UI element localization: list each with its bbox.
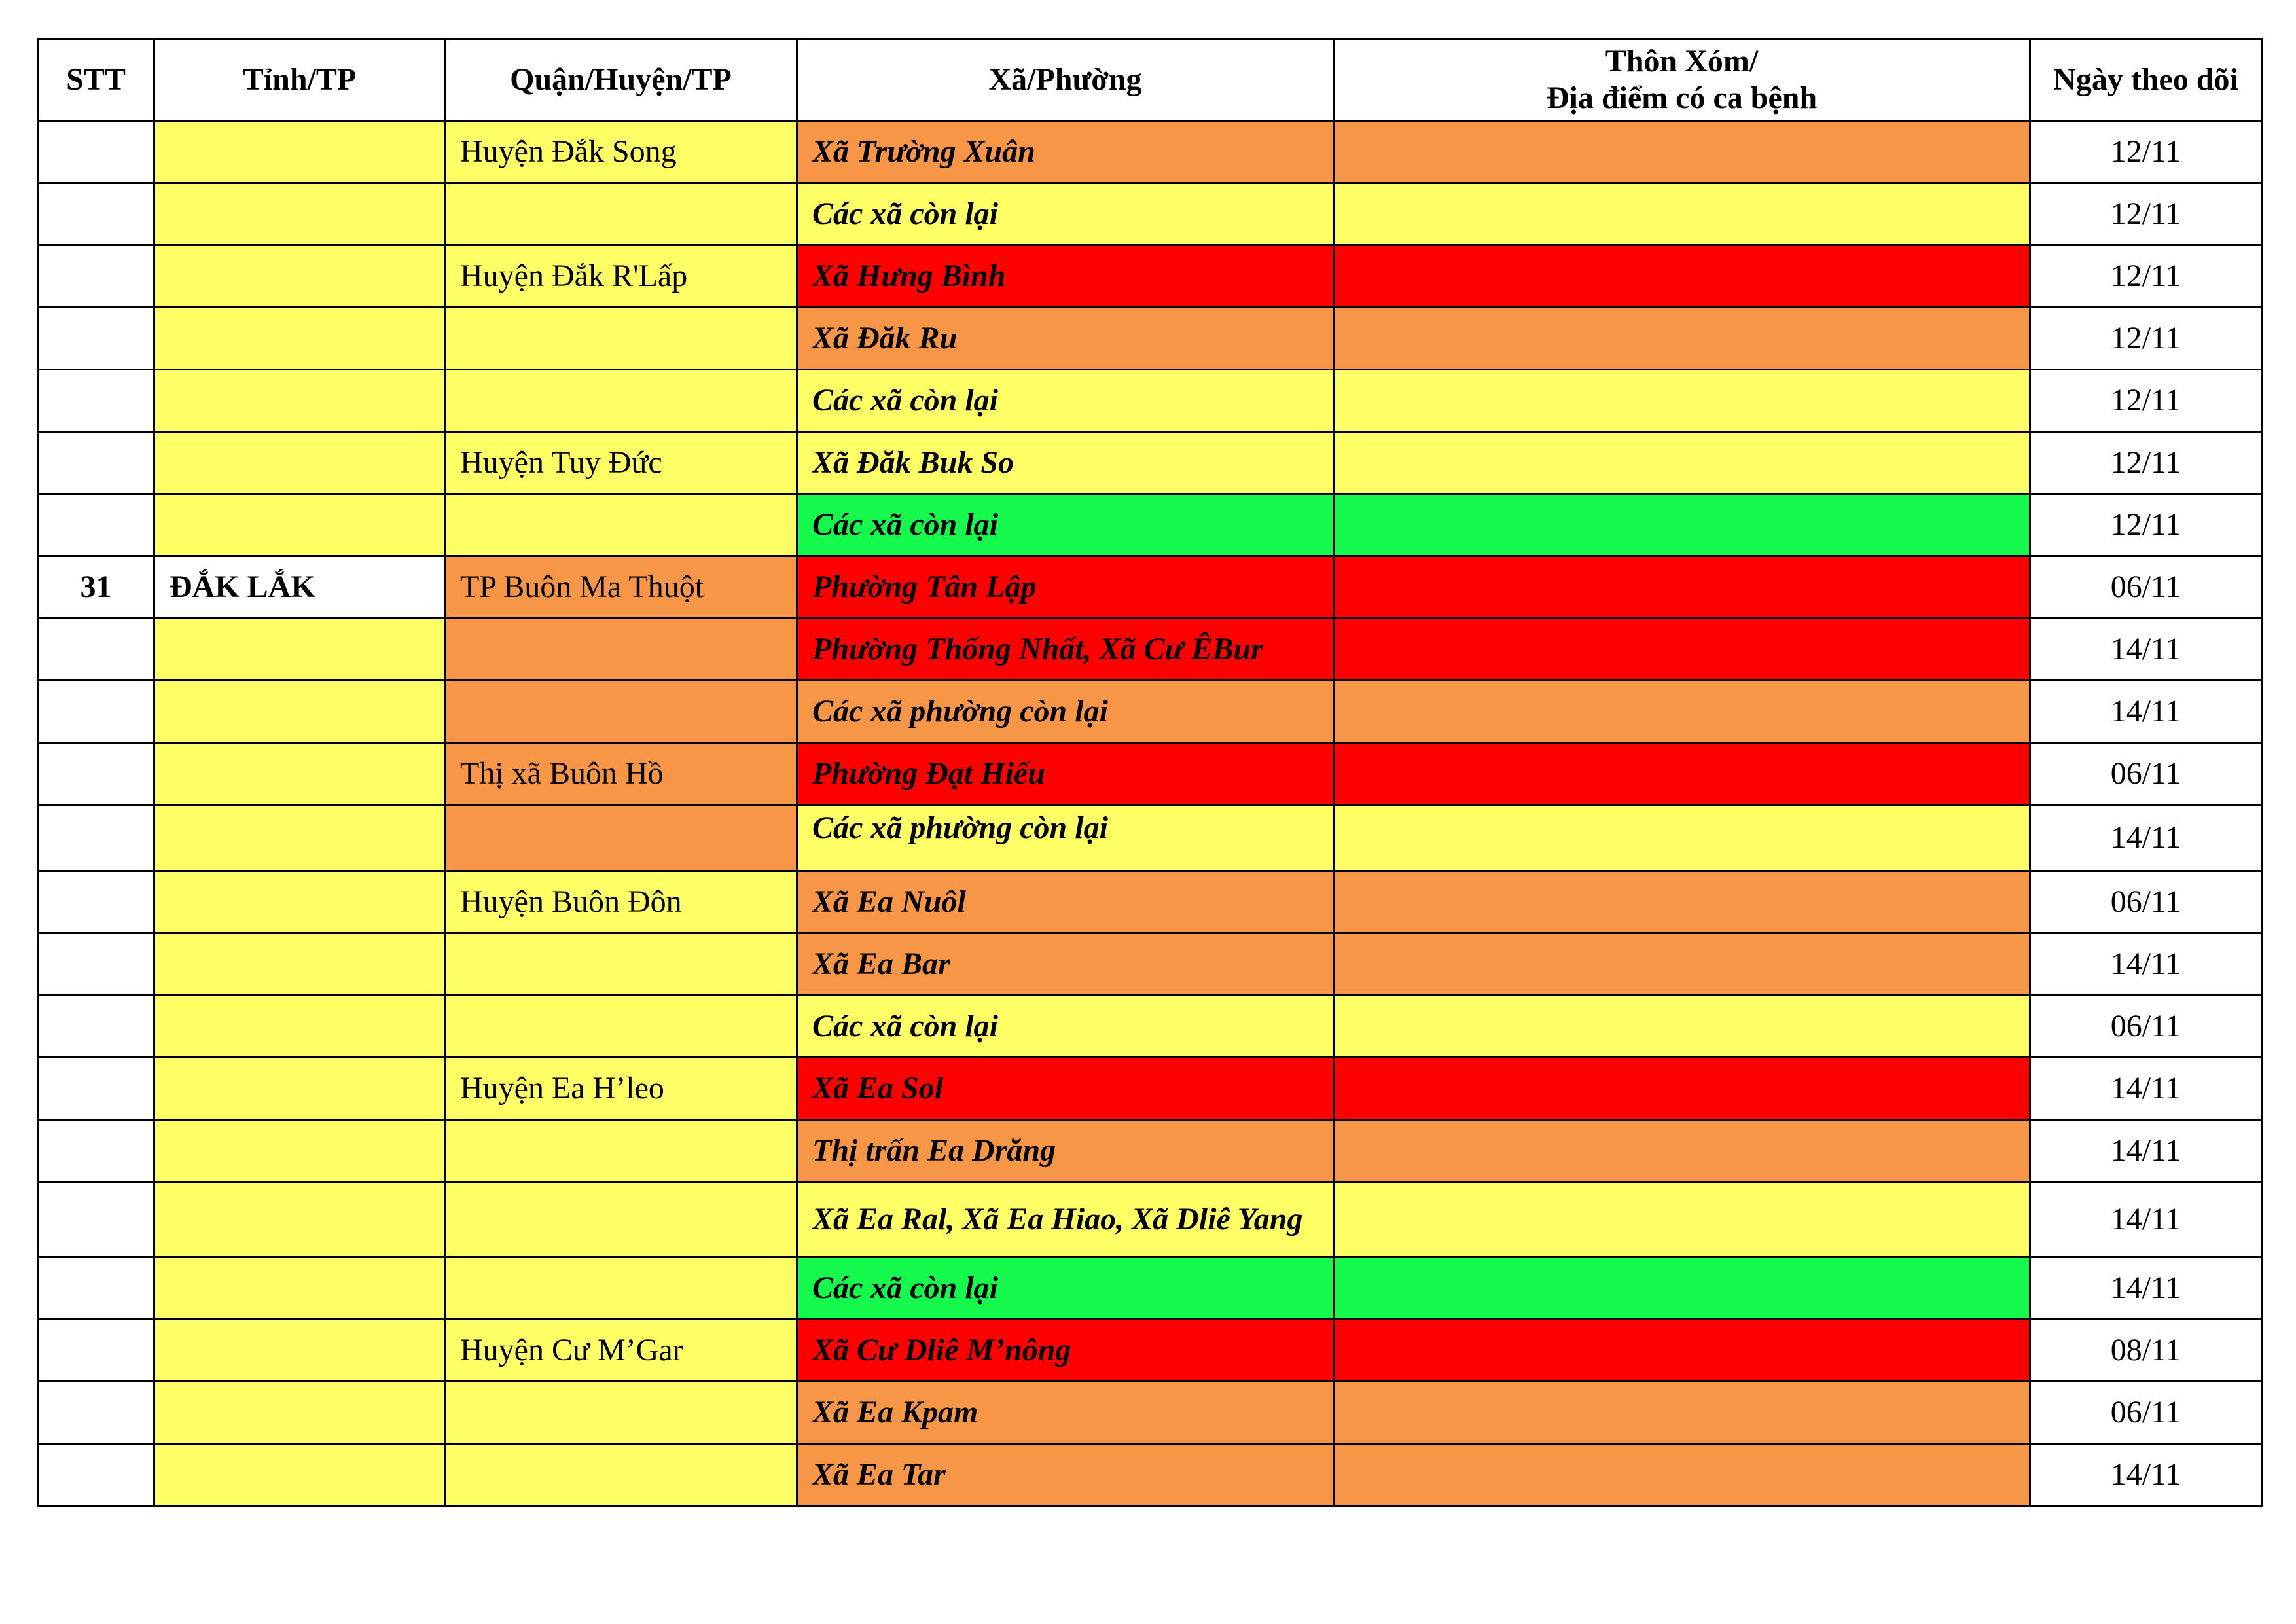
date-cell: 14/11: [2030, 1444, 2262, 1506]
stt-cell: [38, 1257, 154, 1320]
date-cell: 06/11: [2030, 556, 2262, 619]
province-cell: [154, 494, 445, 556]
ward-cell: Các xã còn lại: [797, 996, 1334, 1058]
ward-cell: Xã Ea Nuôl: [797, 871, 1334, 933]
province-cell: [154, 1320, 445, 1382]
date-cell: 06/11: [2030, 743, 2262, 805]
date-cell: 12/11: [2030, 183, 2262, 245]
province-cell: ĐẮK LẮK: [154, 556, 445, 619]
header-village-line1: Thôn Xóm/: [1605, 44, 1759, 79]
header-stt: STT: [38, 39, 154, 121]
village-cell: [1334, 1382, 2030, 1444]
stt-cell: [38, 996, 154, 1058]
village-cell: [1334, 619, 2030, 681]
province-cell: [154, 933, 445, 996]
district-cell: [445, 805, 797, 871]
stt-cell: [38, 1382, 154, 1444]
table-row: [38, 1120, 2262, 1182]
date-cell: 06/11: [2030, 1382, 2262, 1444]
district-cell: Huyện Đắk R'Lấp: [445, 245, 797, 308]
ward-cell: Thị trấn Ea Drăng: [797, 1120, 1334, 1182]
district-cell: Huyện Ea H’leo: [445, 1058, 797, 1120]
village-cell: [1334, 556, 2030, 619]
ward-cell: Các xã phường còn lại: [797, 805, 1334, 871]
village-cell: [1334, 183, 2030, 245]
date-cell: 12/11: [2030, 432, 2262, 494]
stt-cell: [38, 245, 154, 308]
village-cell: [1334, 1058, 2030, 1120]
village-cell: [1334, 743, 2030, 805]
province-cell: [154, 183, 445, 245]
table-row: [38, 996, 2262, 1058]
village-cell: [1334, 245, 2030, 308]
district-cell: [445, 996, 797, 1058]
ward-cell: Xã Đăk Buk So: [797, 432, 1334, 494]
district-cell: [445, 1182, 797, 1257]
ward-cell: Xã Ea Sol: [797, 1058, 1334, 1120]
ward-cell: Các xã phường còn lại: [797, 681, 1334, 743]
ward-cell: Xã Cư Dliê M’nông: [797, 1320, 1334, 1382]
stt-cell: 31: [38, 556, 154, 619]
table-header-row: [38, 39, 2262, 121]
covid-risk-table: [37, 38, 2263, 1507]
table-row: [38, 805, 2262, 871]
date-cell: 14/11: [2030, 1257, 2262, 1320]
date-cell: 14/11: [2030, 1120, 2262, 1182]
village-cell: [1334, 1257, 2030, 1320]
province-cell: [154, 370, 445, 432]
village-cell: [1334, 494, 2030, 556]
stt-cell: [38, 1320, 154, 1382]
table-row: [38, 432, 2262, 494]
header-district: Quận/Huyện/TP: [445, 39, 797, 121]
date-cell: 12/11: [2030, 245, 2262, 308]
province-cell: [154, 743, 445, 805]
ward-cell: Xã Ea Ral, Xã Ea Hiao, Xã Dliê Yang: [797, 1182, 1334, 1257]
table-row: [38, 619, 2262, 681]
village-cell: [1334, 1182, 2030, 1257]
table-row: [38, 743, 2262, 805]
province-cell: [154, 619, 445, 681]
stt-cell: [38, 871, 154, 933]
province-cell: [154, 121, 445, 183]
village-cell: [1334, 1444, 2030, 1506]
date-cell: 12/11: [2030, 121, 2262, 183]
stt-cell: [38, 743, 154, 805]
stt-cell: [38, 432, 154, 494]
date-cell: 14/11: [2030, 619, 2262, 681]
table-row: [38, 308, 2262, 370]
table-row: [38, 183, 2262, 245]
province-cell: [154, 805, 445, 871]
district-cell: [445, 1257, 797, 1320]
ward-cell: Xã Ea Kpam: [797, 1382, 1334, 1444]
date-cell: 14/11: [2030, 681, 2262, 743]
stt-cell: [38, 494, 154, 556]
date-cell: 06/11: [2030, 871, 2262, 933]
district-cell: Huyện Tuy Đức: [445, 432, 797, 494]
table-row: [38, 1444, 2262, 1506]
village-cell: [1334, 308, 2030, 370]
header-village-line2: Địa điểm có ca bệnh: [1546, 81, 1818, 115]
table-row: [38, 370, 2262, 432]
table-row: [38, 121, 2262, 183]
district-cell: Huyện Cư M’Gar: [445, 1320, 797, 1382]
stt-cell: [38, 183, 154, 245]
village-cell: [1334, 996, 2030, 1058]
province-cell: [154, 245, 445, 308]
district-cell: [445, 619, 797, 681]
village-cell: [1334, 681, 2030, 743]
stt-cell: [38, 1444, 154, 1506]
district-cell: [445, 1120, 797, 1182]
province-cell: [154, 1444, 445, 1506]
ward-cell: Các xã còn lại: [797, 183, 1334, 245]
stt-cell: [38, 370, 154, 432]
ward-cell: Phường Tân Lập: [797, 556, 1334, 619]
province-cell: [154, 1058, 445, 1120]
ward-cell: Các xã còn lại: [797, 1257, 1334, 1320]
village-cell: [1334, 805, 2030, 871]
district-cell: [445, 1444, 797, 1506]
date-cell: 12/11: [2030, 308, 2262, 370]
date-cell: 14/11: [2030, 933, 2262, 996]
table-row: [38, 1382, 2262, 1444]
village-cell: [1334, 1320, 2030, 1382]
stt-cell: [38, 681, 154, 743]
stt-cell: [38, 1182, 154, 1257]
table-row: [38, 1257, 2262, 1320]
table-row: [38, 1058, 2262, 1120]
date-cell: 08/11: [2030, 1320, 2262, 1382]
date-cell: 14/11: [2030, 805, 2262, 871]
province-cell: [154, 1120, 445, 1182]
date-cell: 06/11: [2030, 996, 2262, 1058]
district-cell: Huyện Buôn Đôn: [445, 871, 797, 933]
province-cell: [154, 871, 445, 933]
header-province: Tỉnh/TP: [154, 39, 445, 121]
table-row: [38, 933, 2262, 996]
district-cell: Huyện Đắk Song: [445, 121, 797, 183]
district-cell: [445, 308, 797, 370]
stt-cell: [38, 121, 154, 183]
table-row: [38, 871, 2262, 933]
province-cell: [154, 996, 445, 1058]
date-cell: 14/11: [2030, 1182, 2262, 1257]
stt-cell: [38, 805, 154, 871]
province-cell: [154, 432, 445, 494]
province-cell: [154, 1382, 445, 1444]
village-cell: [1334, 121, 2030, 183]
stt-cell: [38, 308, 154, 370]
village-cell: [1334, 370, 2030, 432]
date-cell: 14/11: [2030, 1058, 2262, 1120]
province-cell: [154, 1257, 445, 1320]
ward-cell: Xã Ea Tar: [797, 1444, 1334, 1506]
district-cell: [445, 494, 797, 556]
district-cell: Thị xã Buôn Hồ: [445, 743, 797, 805]
ward-cell: Xã Hưng Bình: [797, 245, 1334, 308]
header-village: [1334, 39, 2030, 121]
ward-cell: Phường Thống Nhất, Xã Cư ÊBur: [797, 619, 1334, 681]
stt-cell: [38, 1058, 154, 1120]
ward-cell: Xã Ea Bar: [797, 933, 1334, 996]
province-cell: [154, 308, 445, 370]
stt-cell: [38, 1120, 154, 1182]
stt-cell: [38, 933, 154, 996]
village-cell: [1334, 933, 2030, 996]
ward-cell: Xã Trường Xuân: [797, 121, 1334, 183]
table-row: [38, 1182, 2262, 1257]
district-cell: [445, 933, 797, 996]
date-cell: 12/11: [2030, 494, 2262, 556]
district-cell: [445, 681, 797, 743]
date-cell: 12/11: [2030, 370, 2262, 432]
table-row: [38, 1320, 2262, 1382]
table-row: [38, 681, 2262, 743]
district-cell: TP Buôn Ma Thuột: [445, 556, 797, 619]
province-cell: [154, 1182, 445, 1257]
stt-cell: [38, 619, 154, 681]
district-cell: [445, 183, 797, 245]
table-row: [38, 245, 2262, 308]
header-date: Ngày theo dõi: [2030, 39, 2262, 121]
ward-cell: Xã Đăk Ru: [797, 308, 1334, 370]
district-cell: [445, 1382, 797, 1444]
ward-cell: Phường Đạt Hiếu: [797, 743, 1334, 805]
header-ward: Xã/Phường: [797, 39, 1334, 121]
table-row: [38, 494, 2262, 556]
table-row: [38, 556, 2262, 619]
ward-cell: Các xã còn lại: [797, 494, 1334, 556]
village-cell: [1334, 432, 2030, 494]
province-cell: [154, 681, 445, 743]
village-cell: [1334, 871, 2030, 933]
district-cell: [445, 370, 797, 432]
village-cell: [1334, 1120, 2030, 1182]
ward-cell: Các xã còn lại: [797, 370, 1334, 432]
